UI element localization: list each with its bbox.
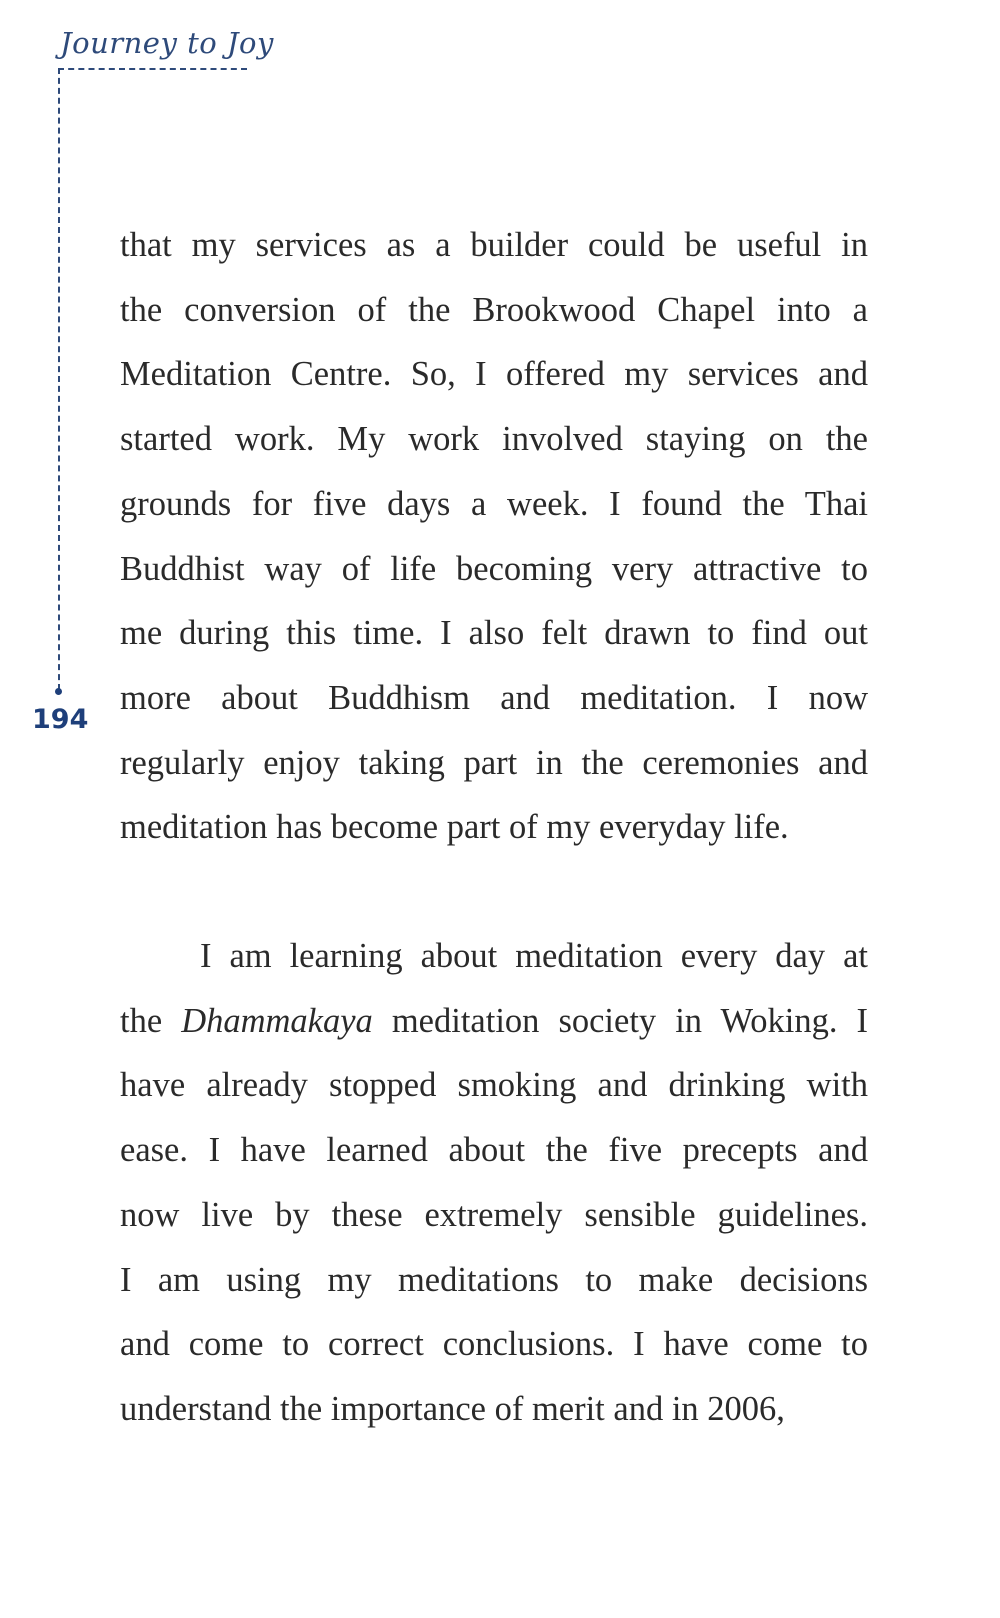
- text-line: that my services as a builder could be useful in: [120, 226, 868, 264]
- text-line: and come to correct conclusions. I have come to: [120, 1325, 868, 1364]
- paragraph-1: [120, 213, 868, 860]
- text-line: I am learning about meditation every day at: [200, 937, 868, 976]
- text-line: me during this time. I also felt drawn to find out: [120, 614, 868, 653]
- text-line: now live by these extremely sensible guidelines.: [120, 1195, 868, 1234]
- text-line: meditation has become part of my everyday life.: [120, 808, 789, 847]
- margin-dot: [55, 688, 62, 695]
- text-line: I am using my meditations to make decisions: [120, 1260, 868, 1299]
- text-line: ease. I have learned about the five precepts and: [120, 1131, 868, 1170]
- running-head: Journey to Joy: [60, 26, 274, 60]
- text-line: the conversion of the Brookwood Chapel into a: [120, 290, 868, 329]
- text-line: started work. My work involved staying on the: [120, 420, 868, 459]
- margin-dashed-rule: [58, 68, 60, 690]
- text-line: understand the importance of merit and in 2006,: [120, 1389, 785, 1428]
- text-line: have already stopped smoking and drinking with: [120, 1066, 868, 1105]
- text-line: grounds for five days a week. I found the Thai: [120, 484, 868, 523]
- paragraph-2: [120, 924, 868, 1442]
- header-dashed-rule: [58, 68, 247, 70]
- text-line: more about Buddhism and meditation. I now: [120, 678, 868, 717]
- text-line: [120, 989, 868, 1054]
- body-text: [120, 213, 868, 1442]
- italic-term: Dhammakaya: [181, 1001, 373, 1040]
- line-text: meditation society in Woking. I: [372, 1001, 868, 1040]
- line-text: the: [120, 1001, 182, 1040]
- text-line: Buddhist way of life becoming very attractive to: [120, 549, 868, 588]
- text-line: Meditation Centre. So, I offered my services and: [120, 355, 868, 394]
- page-number: 194: [32, 704, 89, 735]
- text-line: regularly enjoy taking part in the ceremonies and: [120, 743, 868, 782]
